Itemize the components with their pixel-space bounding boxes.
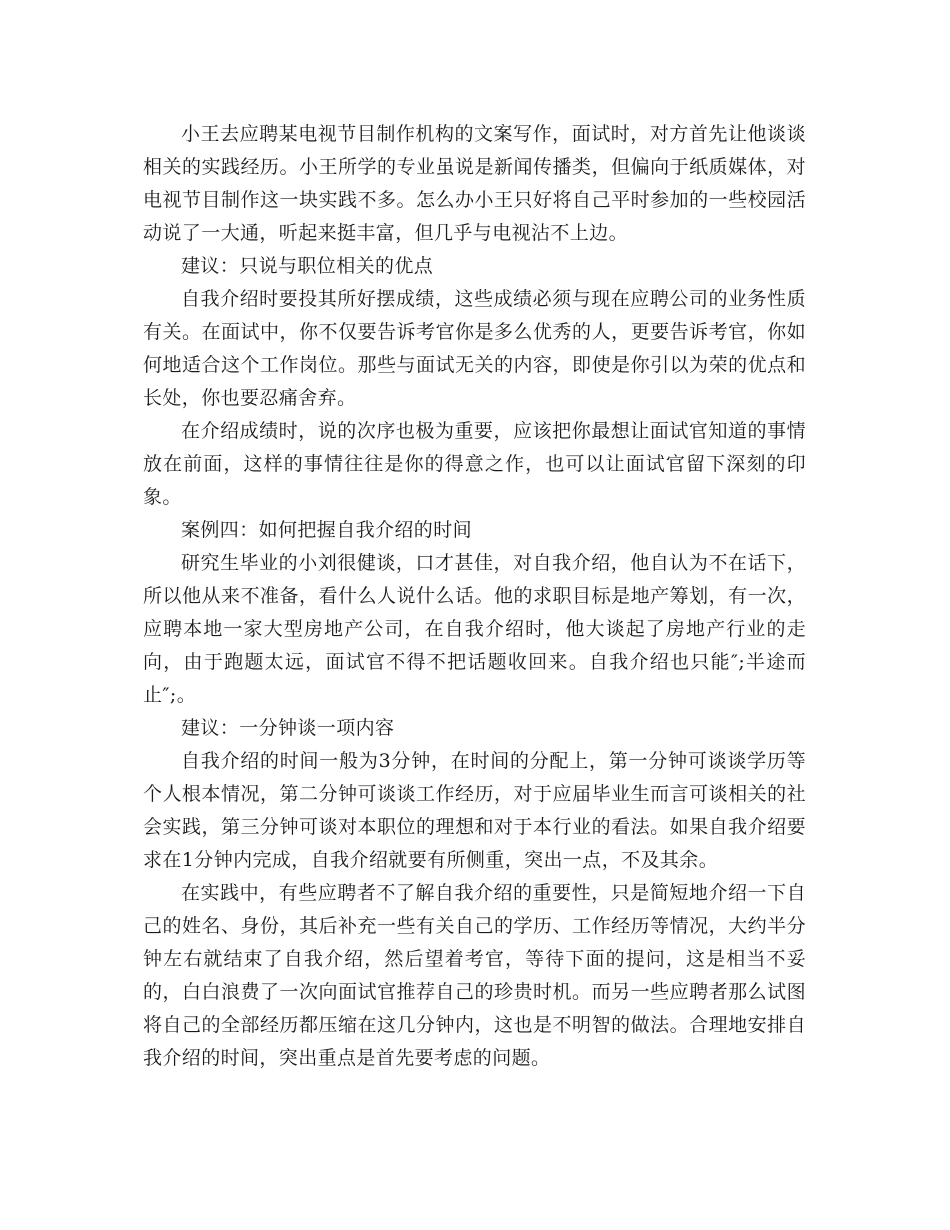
document-body (143, 118, 806, 1075)
paragraph-practice-notes: 在实践中，有些应聘者不了解自我介绍的重要性，只是简短地介绍一下自己的姓名、身份，其后补充一些有关自己的学历、工作经历等情况，大约半分钟左右就结束了自我介绍，然后望着考官，等待下面的提问，这是相当不妥的，白白浪费了一次向面试官推荐自己的珍贵时机。而另一些应聘者那么试图将自己的全部经历都压缩在这几分钟内，这也是不明智的做法。合理地安排自我介绍的时间，突出重点是首先要考虑的问题。 (143, 882, 806, 1069)
paragraph-case-xiaowang: 小王去应聘某电视节目制作机构的文案写作，面试时，对方首先让他谈谈相关的实践经历。小王所学的专业虽说是新闻传播类，但偏向于纸质媒体，对电视节目制作这一块实践不多。怎么办小王只好将自己平时参加的一些校园活动说了一大通，听起来挺丰富，但几乎与电视沾不上边。 (143, 123, 806, 244)
paragraph-order-of-achievements: 在介绍成绩时，说的次序也极为重要，应该把你最想让面试官知道的事情放在前面，这样的事情往往是你的得意之作，也可以让面试官留下深刻的印象。 (143, 420, 806, 508)
paragraph-case-four-heading: 案例四：如何把握自我介绍的时间 (181, 519, 473, 541)
paragraph-advice-one-minute: 建议：一分钟谈一项内容 (181, 717, 395, 739)
paragraph-time-allocation: 自我介绍的时间一般为3分钟，在时间的分配上，第一分钟可谈谈学历等个人根本情况，第二分钟可谈谈工作经历，对于应届毕业生而言可谈相关的社会实践，第三分钟可谈对本职位的理想和对于本行业的看法。如果自我介绍要求在1分钟内完成，自我介绍就要有所侧重，突出一点，不及其余。 (143, 750, 806, 871)
paragraph-case-xiaoliu: 研究生毕业的小刘很健谈，口才甚佳，对自我介绍，他自认为不在话下，所以他从来不准备，看什么人说什么话。他的求职目标是地产筹划，有一次，应聘本地一家大型房地产公司，在自我介绍时，他大谈起了房地产行业的走向，由于跑题太远，面试官不得不把话题收回来。自我介绍也只能″;半途而止″;。 (143, 552, 806, 706)
paragraph-advice-relevant-strengths: 建议：只说与职位相关的优点 (181, 255, 434, 277)
paragraph-strengths-detail: 自我介绍时要投其所好摆成绩，这些成绩必须与现在应聘公司的业务性质有关。在面试中，你不仅要告诉考官你是多么优秀的人，更要告诉考官，你如何地适合这个工作岗位。那些与面试无关的内容，即使是你引以为荣的优点和长处，你也要忍痛舍弃。 (143, 288, 806, 409)
